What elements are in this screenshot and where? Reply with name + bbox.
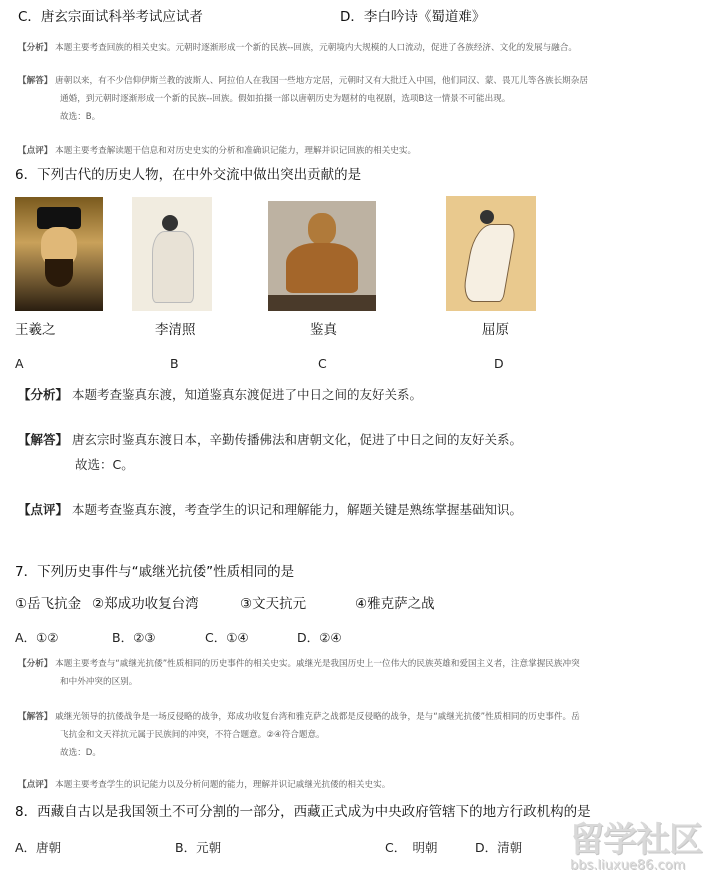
answer-choice: 故选：D。 [60,748,101,758]
watermark-logo-text: 留学社区 [570,820,702,860]
comment-label: 【点评】 [18,780,53,790]
q7-option-b: B．②③ [112,630,156,645]
figure-letter-d: D [494,356,504,371]
q7-event-4: ④雅克萨之战 [355,596,435,612]
answer-text: 唐朝以来，有不少信仰伊斯兰教的波斯人、阿拉伯人在我国一些地方定居，元朝时又有大批迁入中国，他们同汉、蒙、畏兀儿等各族长期杂居 [55,76,588,86]
portrait-li-qingzhao [132,197,212,311]
answer-label: 【解答】 [18,432,69,447]
q5-option-d: D．李白吟诗《蜀道难》 [340,9,486,25]
q8-option-b: B．元朝 [175,840,222,855]
q7-analysis [18,657,580,669]
analysis-text: 本题主要考查回族的相关史实。元朝时逐渐形成一个新的民族--回族，元朝境内大规模的人口流动，促进了各族经济、文化的发展与融合。 [55,43,577,53]
comment-label: 【点评】 [18,502,69,517]
q7-option-d: D．②④ [297,630,342,645]
answer-label: 【解答】 [18,712,53,722]
analysis-label: 【分析】 [18,43,53,53]
watermark-url: bbs.liuxue86.com [570,858,686,873]
comment-text: 本题考查鉴真东渡，考查学生的识记和理解能力，解题关键是熟练掌握基础知识。 [72,502,523,517]
portrait-wang-xizhi [15,197,103,311]
analysis-label: 【分析】 [18,659,53,669]
analysis-label: 【分析】 [18,387,69,402]
answer-text: 戚继光领导的抗倭战争是一场反侵略的战争，郑成功收复台湾和雅克萨之战都是反侵略的战争，是与“戚继光抗倭”性质相同的历史事件。岳 [55,712,580,722]
q7-event-2: ②郑成功收复台湾 [92,596,199,612]
figure-letter-c: C [318,356,327,371]
answer-text: 唐玄宗时鉴真东渡日本，辛勤传播佛法和唐朝文化，促进了中日之间的友好关系。 [72,432,523,447]
q7-answer [18,710,580,722]
analysis-text: 本题考查鉴真东渡，知道鉴真东渡促进了中日之间的友好关系。 [72,387,423,402]
answer-choice: 故选：C。 [75,457,134,472]
q7-event-1: ①岳飞抗金 [15,596,82,612]
q6-question: 6．下列古代的历史人物，在中外交流中做出突出贡献的是 [15,167,362,183]
figure-letter-a: A [15,356,24,371]
comment-label: 【点评】 [18,146,53,156]
figure-name-a: 王羲之 [15,322,56,338]
answer-text-2: 通婚，到元朝时逐渐形成一个新的民族--回族。假如拍摄一部以唐朝历史为题材的电视剧，选项B这一情景不可能出现。 [60,94,511,104]
q6-analysis [18,385,422,403]
answer-text-2: 飞抗金和文天祥抗元属于民族间的冲突，不符合题意。②④符合题意。 [60,730,325,740]
answer-label: 【解答】 [18,76,53,86]
figure-name-d: 屈原 [482,322,509,338]
comment-text: 本题主要考查解读题干信息和对历史史实的分析和准确识记能力，理解并识记回族的相关史实。 [55,146,417,156]
figure-letter-b: B [170,356,179,371]
figure-name-b: 李清照 [155,322,196,338]
q7-question: 7．下列历史事件与“戚继光抗倭”性质相同的是 [15,564,295,580]
q5-option-c: C．唐玄宗面试科举考试应试者 [18,9,203,25]
statue-jianzhen [268,201,376,311]
answer-choice: 故选：B。 [60,112,101,122]
q8-option-d: D．清朝 [475,840,523,855]
q8-option-c: C． 明朝 [385,840,438,855]
q7-option-c: C．①④ [205,630,249,645]
watermark-logo [570,820,715,875]
q8-question: 8．西藏自古以是我国领土不可分割的一部分，西藏正式成为中央政府管辖下的地方行政机构的是 [15,804,591,820]
q5-answer [18,74,588,86]
q7-comment [18,778,390,790]
comment-text: 本题主要考查学生的识记能力以及分析问题的能力，理解并识记戚继光抗倭的相关史实。 [55,780,391,790]
analysis-text: 本题主要考查与“戚继光抗倭”性质相同的历史事件的相关史实。戚继光是我国历史上一位伟大的民族英雄和爱国主义者，注意掌握民族冲突 [55,659,580,669]
q8-option-a: A．唐朝 [15,840,62,855]
analysis-text-2: 和中外冲突的区别。 [60,677,138,687]
q7-event-3: ③文天抗元 [240,596,307,612]
figure-name-c: 鉴真 [310,322,337,338]
q5-comment [18,144,416,156]
q6-comment [18,500,522,518]
q7-option-a: A．①② [15,630,59,645]
q5-analysis [18,41,577,53]
portrait-qu-yuan [446,196,536,311]
q6-answer [18,430,522,448]
